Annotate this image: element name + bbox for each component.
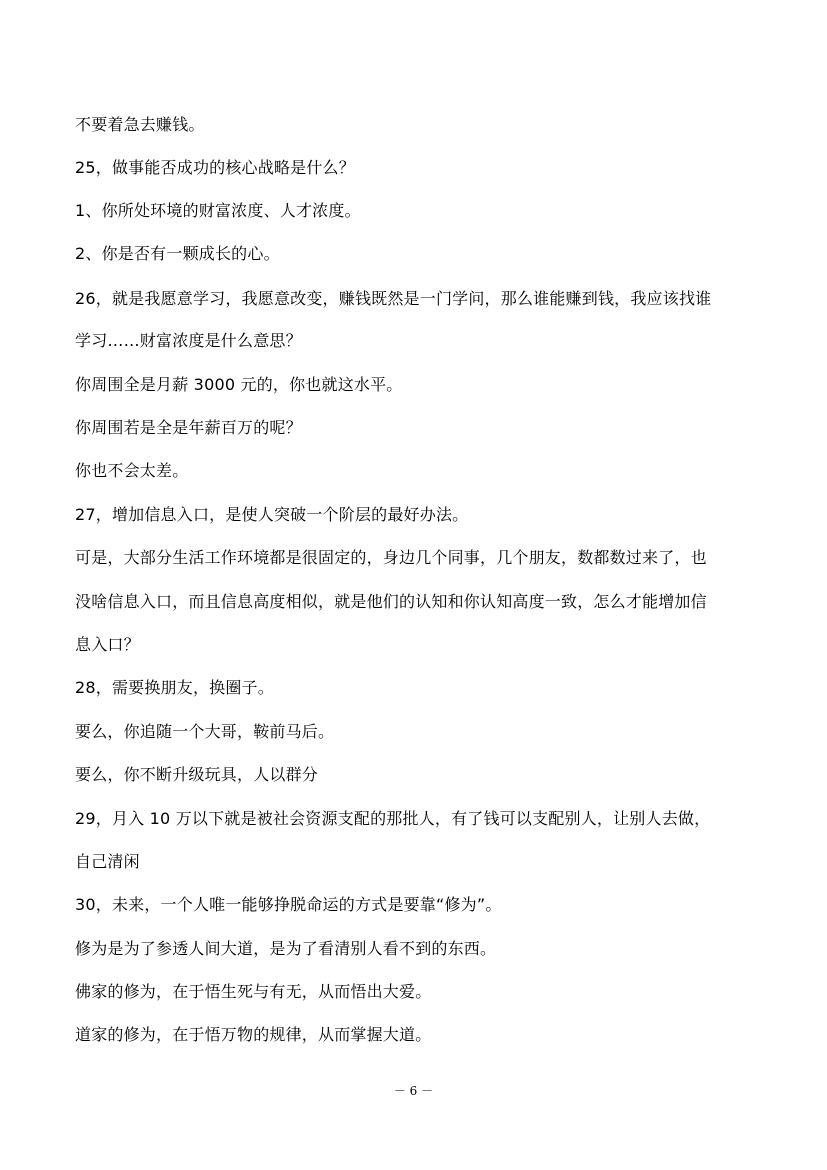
text-line: 道家的修为，在于悟万物的规律，从而掌握大道。: [75, 1025, 432, 1044]
text-line: 27，增加信息入口，是使人突破一个阶层的最好办法。: [75, 505, 469, 524]
text-line: 息入口？: [75, 635, 140, 654]
text-line: 30，未来，一个人唯一能够挣脱命运的方式是要靠“修为”。: [75, 895, 502, 914]
text-line: 修为是为了参透人间大道，是为了看清别人看不到的东西。: [75, 939, 497, 958]
text-line: 你也不会太差。: [75, 461, 189, 480]
text-line: 25，做事能否成功的核心战略是什么？: [75, 158, 355, 177]
text-line: 可是，大部分生活工作环境都是很固定的，身边几个同事，几个朋友，数都数过来了，也: [75, 548, 707, 567]
text-line: 自己清闲: [75, 852, 140, 871]
text-line: 要么，你不断升级玩具，人以群分: [75, 765, 319, 784]
text-line: 你周围全是月薪 3000 元的，你也就这水平。: [75, 375, 403, 394]
text-line: 你周围若是全是年薪百万的呢？: [75, 418, 302, 437]
text-line: 佛家的修为，在于悟生死与有无，从而悟出大爱。: [75, 982, 432, 1001]
text-line: 2、你是否有一颗成长的心。: [75, 244, 280, 263]
text-line: 不要着急去赚钱。: [75, 115, 205, 134]
text-line: 1、你所处环境的财富浓度、人才浓度。: [75, 201, 361, 220]
text-line: 29，月入 10 万以下就是被社会资源支配的那批人，有了钱可以支配别人，让别人去做，: [75, 809, 711, 828]
text-line: 学习……财富浓度是什么意思？: [75, 331, 302, 350]
page-number: － 6 －: [393, 1084, 434, 1098]
text-line: 要么，你追随一个大哥，鞍前马后。: [75, 722, 335, 741]
text-line: 26，就是我愿意学习，我愿意改变，赚钱既然是一门学问，那么谁能赚到钱，我应该找谁: [75, 289, 712, 308]
text-line: 没啥信息入口，而且信息高度相似，就是他们的认知和你认知高度一致，怎么才能增加信: [75, 592, 707, 611]
text-line: 28，需要换朋友，换圈子。: [75, 678, 274, 697]
